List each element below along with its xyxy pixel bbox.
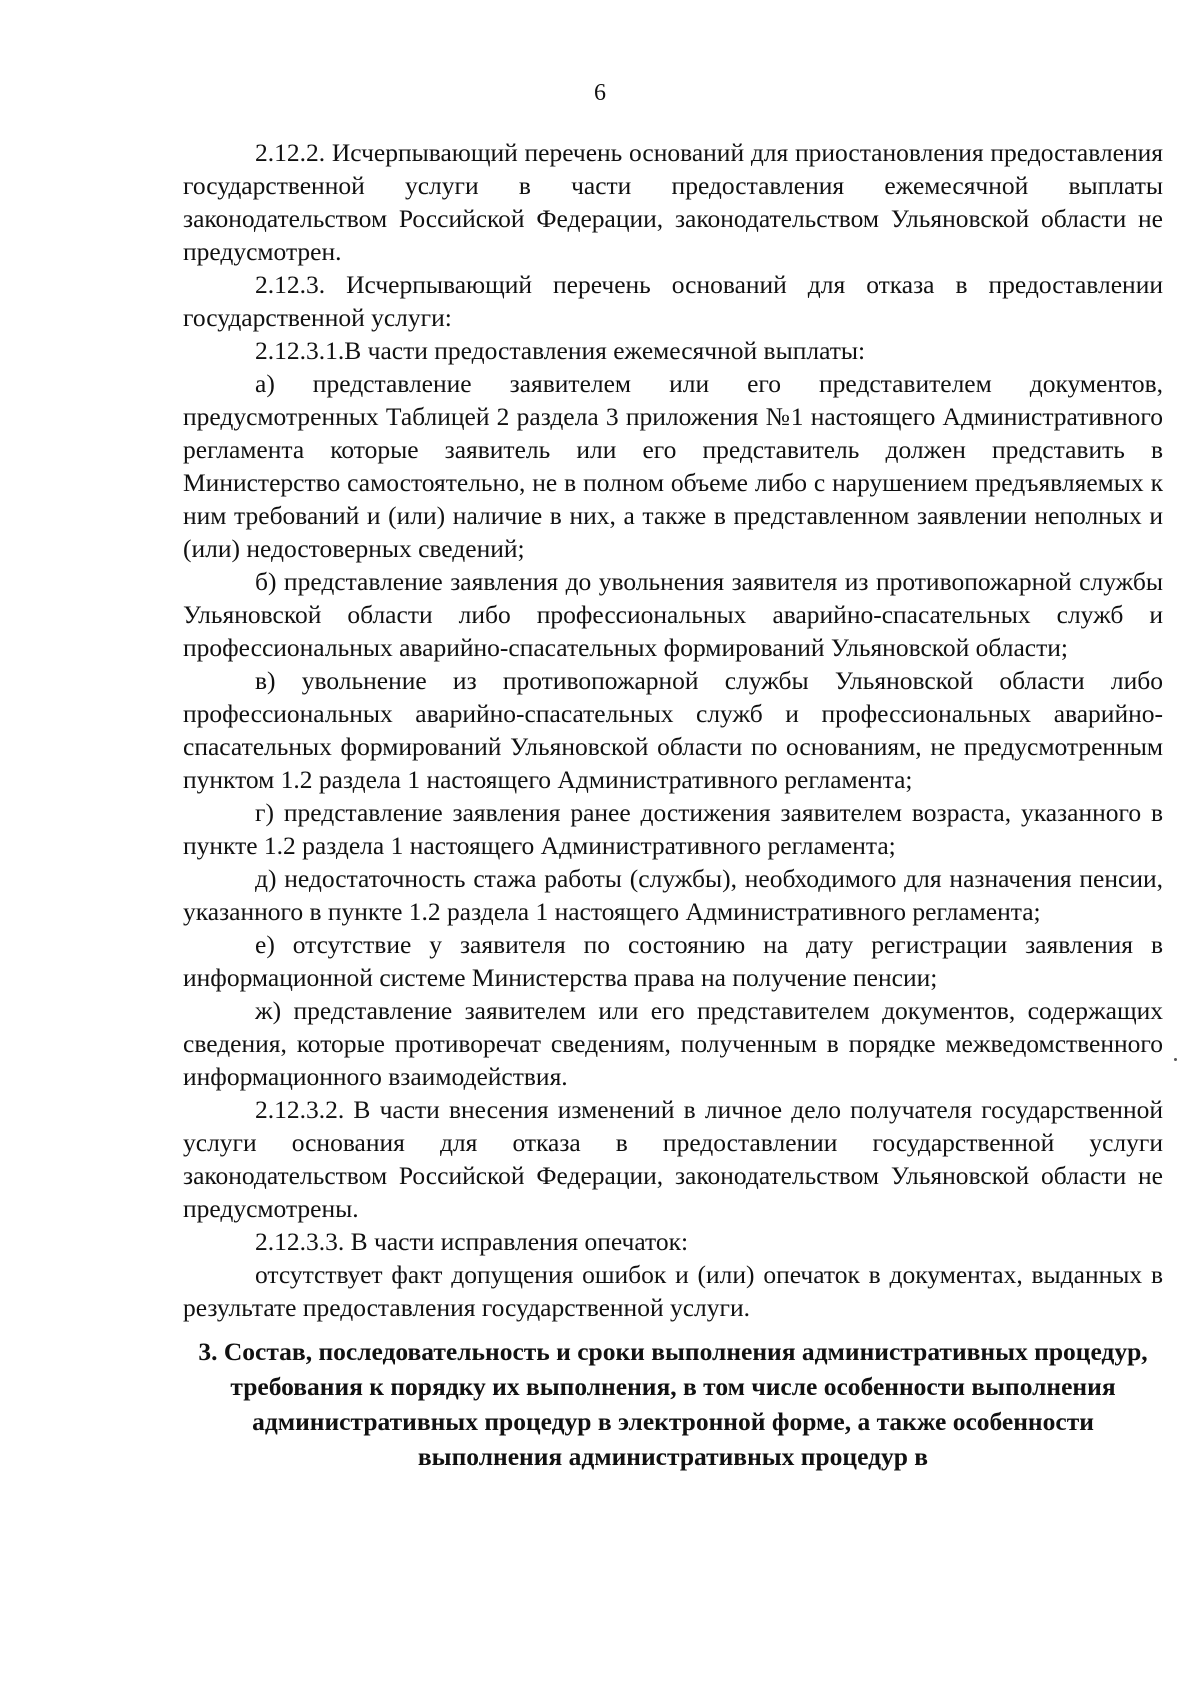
paragraph-2-12-3-2: 2.12.3.2. В части внесения изменений в личное дело получателя государственной услуги основания для отказа в предоставлении государственной услуги законодательством Российской Федерации, законодательством Ульяновской области не предусмотрены. [183,1095,1163,1223]
list-item-v: в) увольнение из противопожарной службы Ульяновской области либо профессиональных аварийно-спасательных служб и профессиональных аварийно-спасательных формирований Ульяновской области по основаниям, не предусмотренным пунктом 1.2 раздела 1 настоящего Административного регламента; [183,666,1163,794]
scan-speck [1174,1058,1177,1061]
list-item-a: а) представление заявителем или его представителем документов, предусмотренных Таблицей 2 раздела 3 приложения №1 настоящего Административного регламента которые заявитель или его представитель должен представить в Министерство самостоятельно, не в полном объеме либо с нарушением предъявляемых к ним требований и (или) наличие в них, а также в представленном заявлении неполных и (или) недостоверных сведений; [183,369,1163,563]
list-item-zh: ж) представление заявителем или его представителем документов, содержащих сведения, которые противоречат сведениям, полученным в порядке межведомственного информационного взаимодействия. [183,996,1163,1091]
paragraph-2-12-3-3: 2.12.3.3. В части исправления опечаток: [255,1227,689,1256]
list-item-e: е) отсутствие у заявителя по состоянию на дату регистрации заявления в информационной системе Министерства права на получение пенсии; [183,930,1163,992]
document-body [183,136,1163,1474]
paragraph-2-12-3-1: 2.12.3.1.В части предоставления ежемесячной выплаты: [255,336,866,365]
section-3-heading: 3. Состав, последовательность и сроки выполнения административных процедур, требования к порядку их выполнения, в том числе особенности выполнения административных процедур в электронной форме, а также особенности выполнения административных процедур в [198,1337,1148,1471]
paragraph-2-12-3: 2.12.3. Исчерпывающий перечень оснований для отказа в предоставлении государственной услуги: [183,270,1163,332]
paragraph-2-12-2: 2.12.2. Исчерпывающий перечень оснований для приостановления предоставления государственной услуги в части предоставления ежемесячной выплаты законодательством Российской Федерации, законодательством Ульяновской области не предусмотрен. [183,138,1163,266]
paragraph-typo-clause: отсутствует факт допущения ошибок и (или) опечаток в документах, выданных в результате предоставления государственной услуги. [183,1260,1163,1322]
page-number: 6 [594,80,606,106]
list-item-g: г) представление заявления ранее достижения заявителем возраста, указанного в пункте 1.2 раздела 1 настоящего Административного регламента; [183,798,1163,860]
list-item-d: д) недостаточность стажа работы (службы), необходимого для назначения пенсии, указанного в пункте 1.2 раздела 1 настоящего Административного регламента; [183,864,1163,926]
list-item-b: б) представление заявления до увольнения заявителя из противопожарной службы Ульяновской области либо профессиональных аварийно-спасательных служб и профессиональных аварийно-спасательных формирований Ульяновской области; [183,567,1163,662]
